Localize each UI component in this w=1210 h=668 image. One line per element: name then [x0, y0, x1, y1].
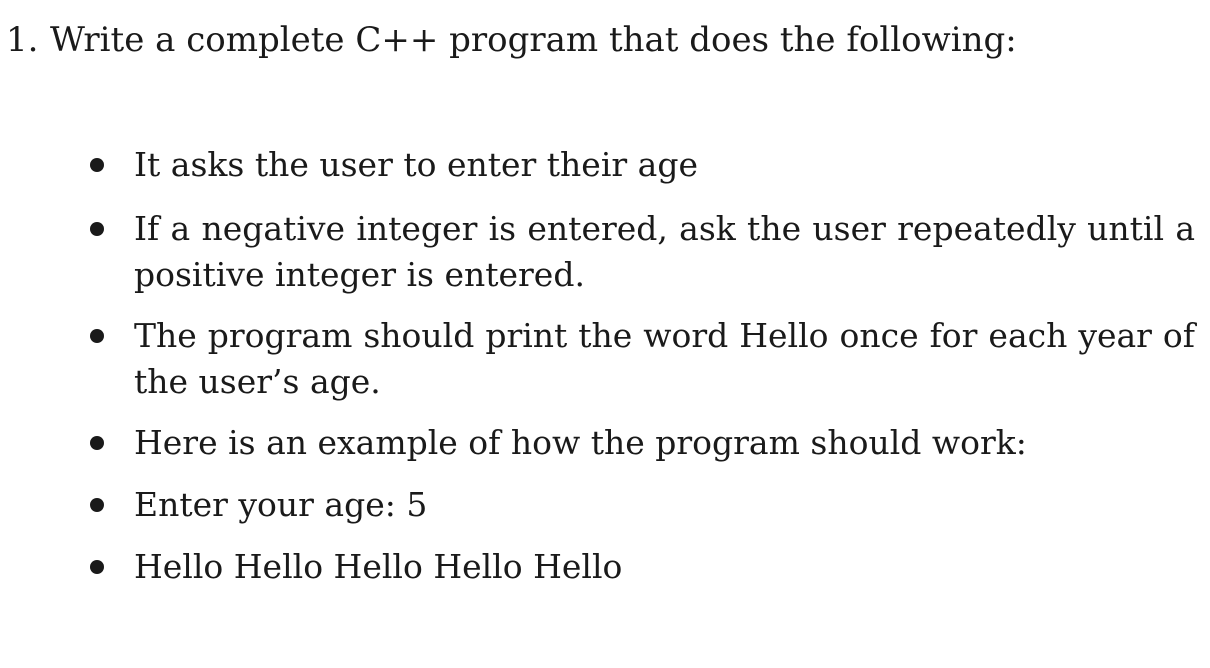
list-item-text: Enter your age: 5 [134, 485, 428, 524]
bullet-icon [90, 158, 104, 172]
bullet-icon [90, 436, 104, 450]
list-item-text: Here is an example of how the program should work: [134, 423, 1027, 462]
question-number: 1. [6, 20, 39, 60]
list-item-text: Hello Hello Hello Hello Hello [134, 547, 623, 586]
question-prompt: Write a complete C++ program that does the following: [50, 20, 1017, 60]
list-item-text: The program should print the word Hello once for each year of the user’s age. [134, 316, 1195, 401]
question-heading [6, 18, 1017, 62]
bullet-icon [90, 329, 104, 343]
bullet-icon [90, 560, 104, 574]
list-item-text: It asks the user to enter their age [134, 145, 698, 184]
bullet-icon [90, 222, 104, 236]
list-item-text: If a negative integer is entered, ask the user repeatedly until a positive integer is entered. [134, 209, 1195, 294]
bullet-icon [90, 498, 104, 512]
